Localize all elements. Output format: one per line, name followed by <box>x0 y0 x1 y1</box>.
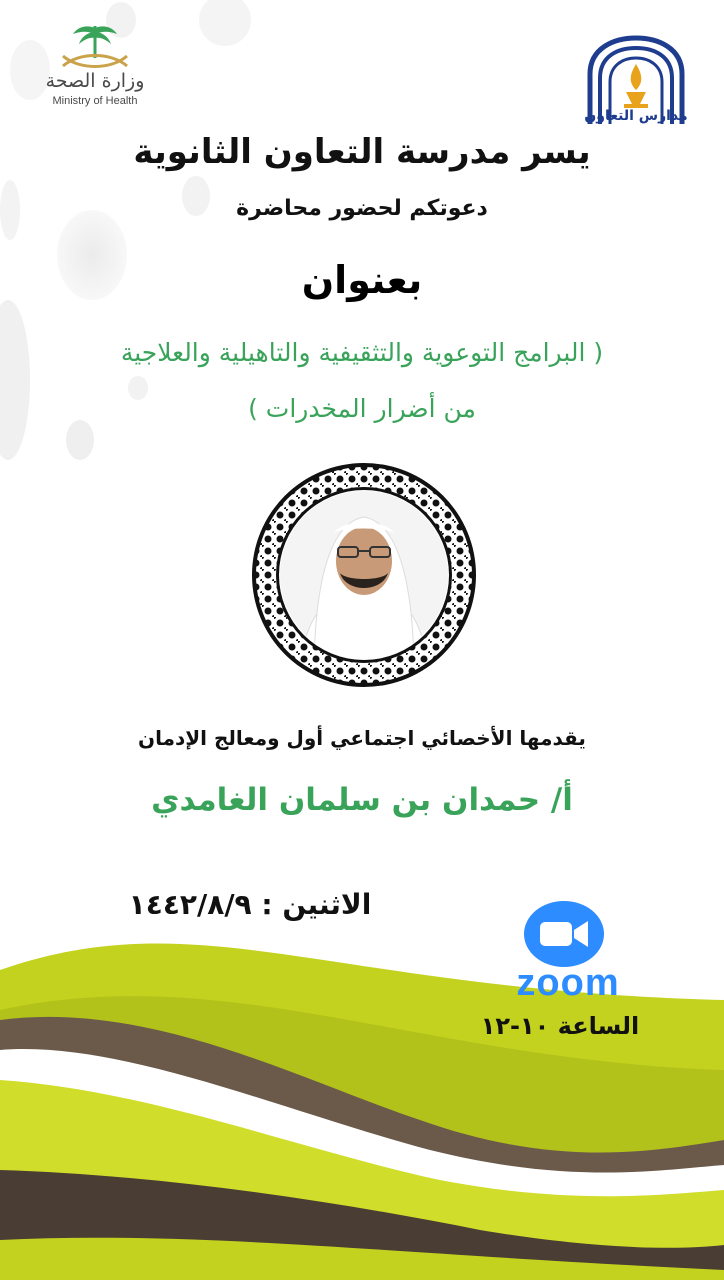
invitation-subtitle: دعوتكم لحضور محاضرة <box>236 196 488 221</box>
presenter-role: يقدمها الأخصائي اجتماعي أول ومعالج الإدمان <box>138 726 586 750</box>
palm-and-swords-icon <box>55 22 135 74</box>
invitation-title: يسر مدرسة التعاون الثانوية <box>133 132 591 172</box>
school-logo-text: مدارس التعاون <box>584 108 688 124</box>
ministry-name-english: Ministry of Health <box>52 95 138 107</box>
presenter-photo <box>250 461 478 689</box>
lecture-time: الساعة ١٠-١٢ <box>480 1012 640 1040</box>
lecture-date: الاثنين : ١٤٤٢/٨/٩ <box>128 888 372 921</box>
heading-title-label: بعنوان <box>301 258 423 302</box>
presenter-name: أ/ حمدان بن سلمان الغامدي <box>151 782 573 818</box>
zoom-logo-text: zoom <box>516 962 620 1004</box>
lecture-topic-line1: ( البرامج التوعوية والتثقيفية والتاهيلية والعلاجية <box>120 338 604 367</box>
lecture-topic-line2: من أضرار المخدرات ) <box>248 394 476 423</box>
ministry-name-arabic: وزارة الصحة <box>45 70 145 92</box>
video-camera-icon <box>522 900 606 968</box>
